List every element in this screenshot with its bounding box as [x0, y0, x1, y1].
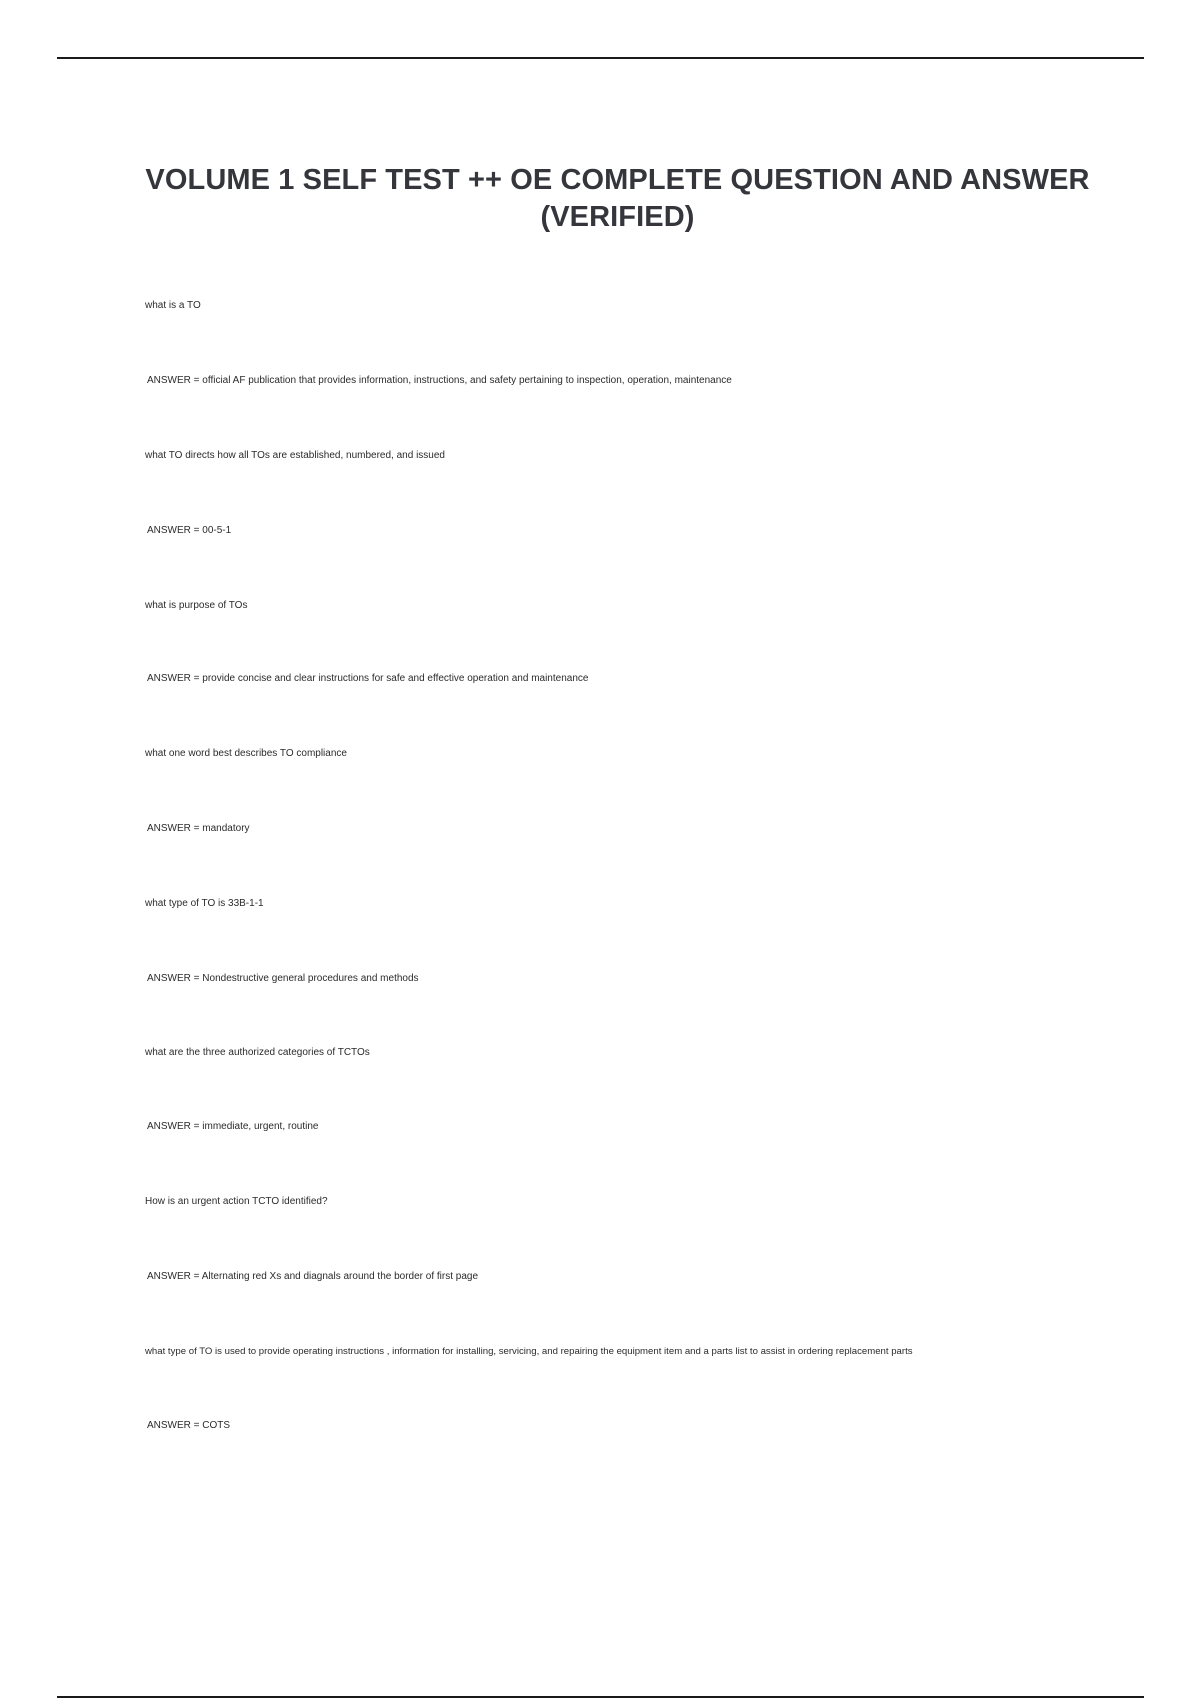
answer-line: ANSWER = COTS — [147, 1420, 231, 1431]
question-line: what is purpose of TOs — [145, 600, 248, 611]
answer-line: ANSWER = official AF publication that provides information, instructions, and safety pertaining to inspection, operation, maintenance — [147, 375, 732, 386]
answer-line: ANSWER = mandatory — [147, 823, 250, 834]
question-line: what TO directs how all TOs are established, numbered, and issued — [145, 450, 445, 461]
question-line: what one word best describes TO compliance — [145, 748, 347, 759]
question-line: what are the three authorized categories of TCTOs — [145, 1047, 370, 1058]
answer-line: ANSWER = 00-5-1 — [147, 525, 232, 536]
question-line: How is an urgent action TCTO identified? — [145, 1196, 328, 1207]
top-rule — [57, 57, 1144, 59]
document-title: VOLUME 1 SELF TEST ++ OE COMPLETE QUESTION AND ANSWER (VERIFIED) — [145, 164, 1090, 233]
bottom-rule — [57, 1696, 1144, 1698]
answer-line: ANSWER = Nondestructive general procedures and methods — [147, 973, 419, 984]
answer-line: ANSWER = immediate, urgent, routine — [147, 1121, 319, 1132]
question-line: what type of TO is 33B-1-1 — [145, 898, 264, 909]
question-line: what type of TO is used to provide operating instructions , information for installing, servicing, and repairing the equipment item and a parts list to assist in ordering replacement parts — [145, 1346, 913, 1357]
question-line: what is a TO — [145, 300, 201, 311]
answer-line: ANSWER = Alternating red Xs and diagnals around the border of first page — [147, 1271, 479, 1282]
answer-line: ANSWER = provide concise and clear instructions for safe and effective operation and maintenance — [147, 673, 589, 684]
